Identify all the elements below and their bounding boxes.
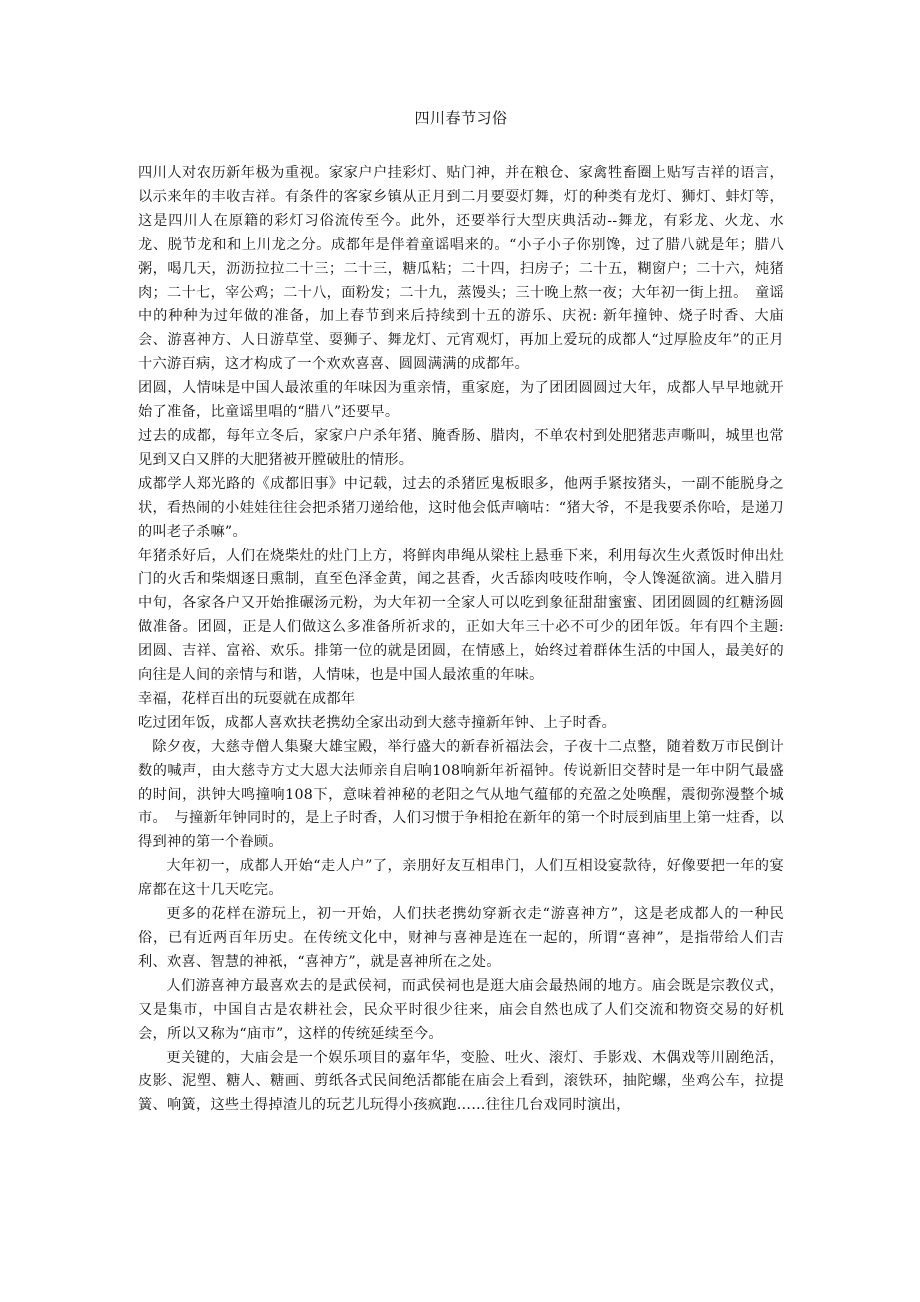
document-title: 四川春节习俗 xyxy=(414,109,508,127)
paragraph-xishen-fang: 更多的花样在游玩上，初一开始，人们扶老携幼穿新衣走“游喜神方”，这是老成都人的一种民俗，已有近两百年历史。在传统文化中，财神与喜神是连在一起的，所谓“喜神”，是指带给人们吉利、欢喜、智慧的神祇，“喜神方”，就是喜神所在之处。 xyxy=(138,906,784,970)
paragraph-new-year-pig: 年猪杀好后，人们在烧柴灶的灶门上方，将鲜肉串绳从梁柱上悬垂下来，利用每次生火煮饭时伸出灶门的火舌和柴烟逐日熏制，直至色泽金黄，闻之甚香，火舌舔肉吱吱作响，令人馋涎欲滴。进入腊月中旬，各家各户又开始推碾汤元粉，为大年初一全家人可以吃到象征甜甜蜜蜜、团团圆圆的红糖汤圆做准备。团圆，正是人们做这么多准备所祈求的，正如大年三十必不可少的团年饭。年有四个主题: 团圆、吉祥、富裕、欢乐。排第一位的就是团圆，在情感上，始终过着群体生活的中国人，最美好的向往是人间的亲情与和谐，人情味，也是中国人最浓重的年味。 xyxy=(138,547,784,684)
document-page xyxy=(138,108,784,1118)
paragraph-past-chengdu: 过去的成都，每年立冬后，家家户户杀年猪、腌香肠、腊肉，不单农村到处肥猪悲声嘶叫，城里也常见到又白又胖的大肥猪被开膛破肚的情形。 xyxy=(138,427,784,468)
paragraph-wuhou-temple: 人们游喜神方最喜欢去的是武侯祠，而武侯祠也是逛大庙会最热闹的地方。庙会既是宗教仪式，又是集市，中国自古是农耕社会，民众平时很少往来，庙会自然也成了人们交流和物资交易的好机会，所以又称为“庙市”，这样的传统延续至今。 xyxy=(138,977,784,1042)
paragraph-reunion-dinner: 吃过团年饭，成都人喜欢扶老携幼全家出动到大慈寺撞新年钟、上子时香。 xyxy=(138,714,617,731)
paragraph-first-day: 大年初一，成都人开始“走人户”了，亲朋好友互相串门，人们互相设宴款待，好像要把一年的宴席都在这十几天吃完。 xyxy=(138,858,784,899)
paragraph-reunion: 团圆，人情味是中国人最浓重的年味因为重亲情，重家庭，为了团团圆圆过大年，成都人早早地就开始了准备，比童谣里唱的“腊八”还要早。 xyxy=(138,380,784,421)
paragraph-new-year-eve: 除夕夜，大慈寺僧人集聚大雄宝殿，举行盛大的新春祈福法会，子夜十二点整，随着数万市民倒计数的喊声，由大慈寺方丈大恩大法师亲自启响108响新年祈福钟。传说新旧交替时是一年中阴气最盛的时间，洪钟大鸣撞响108下，意味着神秘的老阳之气从地气蕴郁的充盈之处唤醒，震彻弥漫整个城市。 与撞新年钟同时的，是上子时香，人们习惯于争相抢在新年的第一个时辰到庙里上第一炷香，以得到神的第一个眷顾。 xyxy=(138,738,784,851)
section-heading-happiness: 幸福，花样百出的玩耍就在成都年 xyxy=(138,690,356,707)
paragraph-intro: 四川人对农历新年极为重视。家家户户挂彩灯、贴门神，并在粮仓、家禽牲畜圈上贴写吉祥的语言，以示来年的丰收吉祥。有条件的客家乡镇从正月到二月要耍灯舞，灯的种类有龙灯、狮灯、蚌灯等，这是四川人在原籍的彩灯习俗流传至今。此外，还要举行大型庆典活动--舞龙，有彩龙、火龙、水龙、脱节龙和和上川龙之分。成都年是伴着童谣唱来的。“小子小子你别馋，过了腊八就是年；腊八粥，喝几天，沥沥拉拉二十三；二十三，糖瓜粘；二十四，扫房子；二十五，糊窗户；二十六，炖猪肉；二十七，宰公鸡；二十八，面粉发；二十九，蒸馒头；三十晚上熬一夜；大年初一街上扭。 童谣中的种种为过年做的准备，加上春节到来后持续到十五的游乐、庆祝: 新年撞钟、烧子时香、大庙会、游喜神方、人日游草堂、耍狮子、舞龙灯、元宵观灯，再加上爱玩的成都人“过厚脸皮年”的正月十六游百病，这才构成了一个欢欢喜喜、圆圆满满的成都年。 xyxy=(138,165,784,373)
paragraph-temple-fair: 更关键的，大庙会是一个娱乐项目的嘉年华，变脸、吐火、滚灯、手影戏、木偶戏等川剧绝活，皮影、泥塑、糖人、糖画、剪纸各式民间绝活都能在庙会上看到，滚铁环，抽陀螺，坐鸡公车，拉提簧、响簧，这些土得掉渣儿的玩艺儿玩得小孩疯跑……往往几台戏同时演出， xyxy=(138,1049,784,1114)
paragraph-chengdu-old-stories: 成都学人郑光路的《成都旧事》中记载，过去的杀猪匠鬼板眼多，他两手紧按猪头，一副不能脱身之状，看热闹的小娃娃往往会把杀猪刀递给他，这时他会低声嘀咕：“猪大爷，不是我要杀你哈，是递刀的叫老子杀嘛”。 xyxy=(138,475,784,540)
